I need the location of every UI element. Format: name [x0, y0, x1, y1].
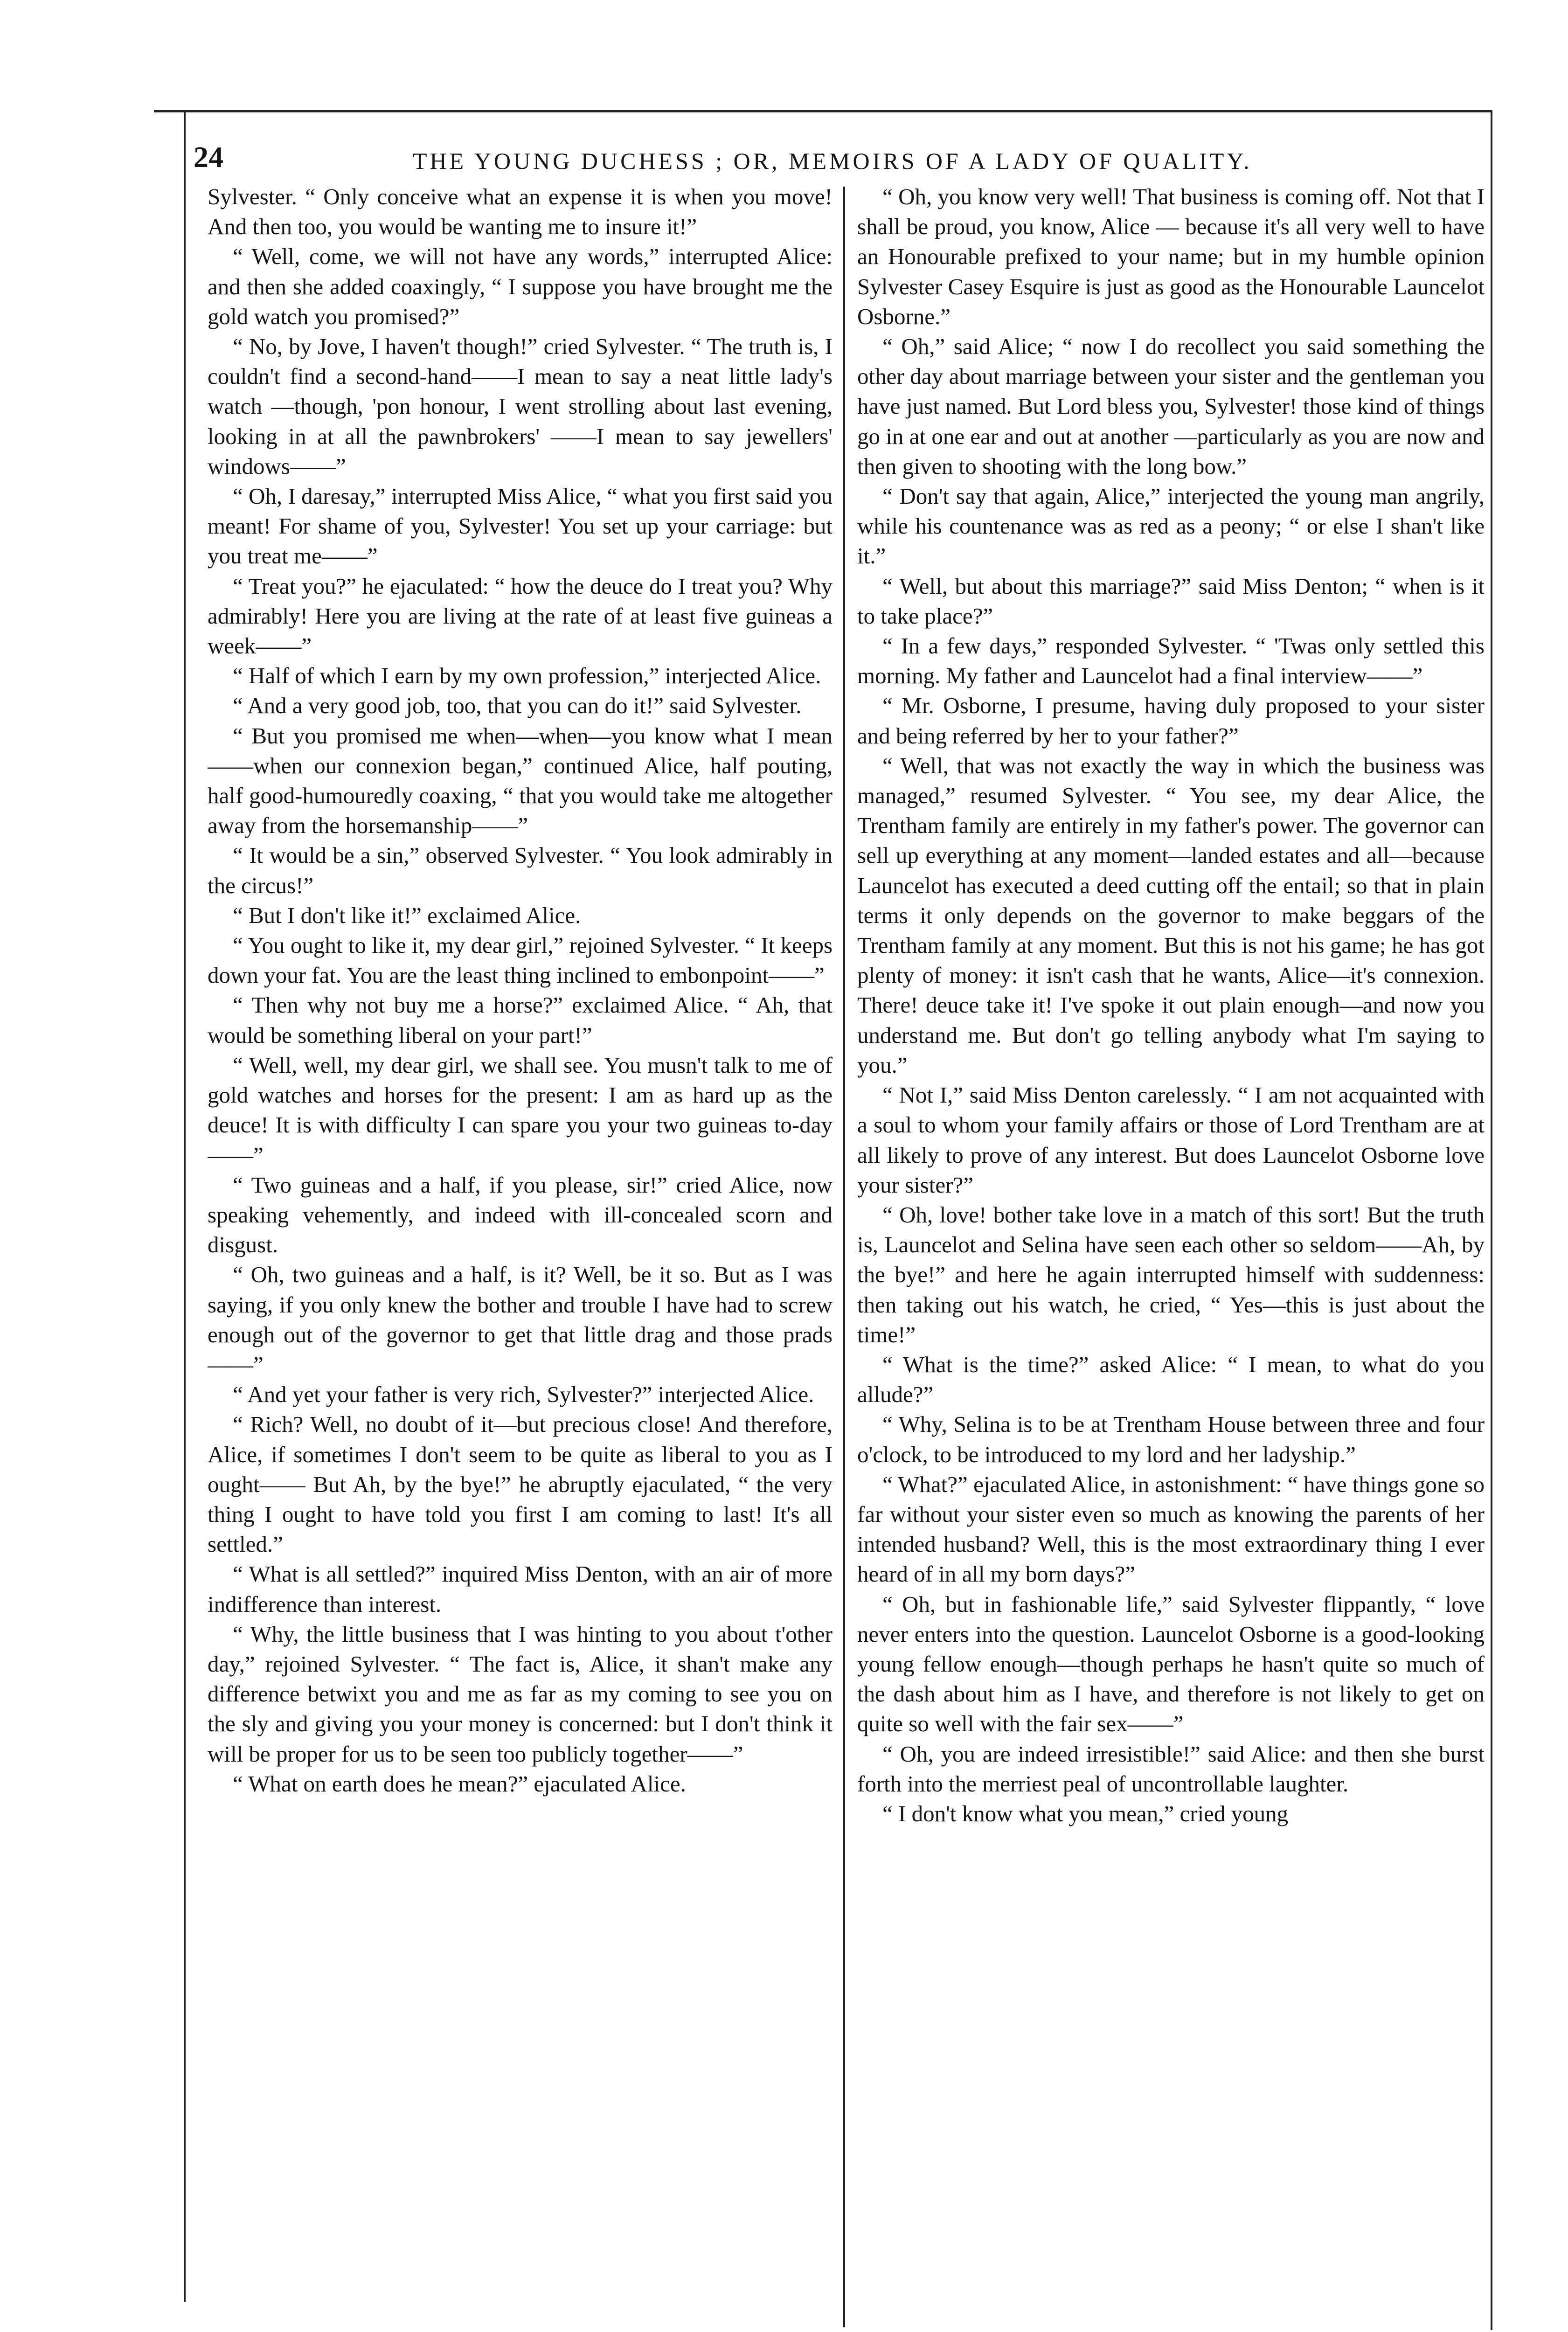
paragraph: “ Why, the little business that I was hinting to you about t'other day,” rejoined Sylvester. “ The fact is, Alice, it shan't make any difference betwixt you and me as far as my coming to see you on the sly and giving you your money is concerned: but I don't think it will be proper for us to be seen too publicly together——” [208, 1621, 833, 1767]
paragraph: “ You ought to like it, my dear girl,” rejoined Sylvester. “ It keeps down your fat. You are the least thing inclined to embonpoint——” [208, 932, 833, 988]
paragraph: “ I don't know what you mean,” cried young [882, 1800, 1289, 1826]
page-number: 24 [194, 140, 223, 174]
paragraph: “ What is all settled?” inquired Miss Denton, with an air of more indifference than interest. [208, 1561, 833, 1617]
paragraph: “ Oh, love! bother take love in a match of this sort! But the truth is, Launcelot and Selina have seen each other so seldom——Ah, by the bye!” and here he again interrupted himself with suddenness: then taking out his watch, he cried, “ Yes—this is just about the time!” [857, 1201, 1485, 1347]
running-title: THE YOUNG DUCHESS ; OR, MEMOIRS OF A LADY OF QUALITY. [413, 148, 1252, 174]
paragraph: “ And yet your father is very rich, Sylvester?” interjected Alice. [233, 1381, 814, 1408]
paragraph: “ In a few days,” responded Sylvester. “ 'Twas only settled this morning. My father and Launcelot had a final interview——” [857, 633, 1485, 689]
paragraph: “ Well, come, we will not have any words,” interrupted Alice: and then she added coaxingly, “ I suppose you have brought me the gold watch you promised?” [208, 243, 833, 329]
column-divider [843, 187, 845, 2327]
paragraph: “ Why, Selina is to be at Trentham House between three and four o'clock, to be introduced to my lord and her ladyship.” [857, 1411, 1485, 1467]
paragraph: “ Oh, you know very well! That business is coming off. Not that I shall be proud, you know, Alice — because it's all very well to have an Honourable prefixed to your name; but in my humble opinion Sylvester Casey Esquire is just as good as the Honourable Launcelot Osborne.” [857, 184, 1485, 329]
paragraph: “ It would be a sin,” observed Sylvester. “ You look admirably in the circus!” [208, 842, 833, 898]
paragraph: “ Well, well, my dear girl, we shall see. You musn't talk to me of gold watches and horses for the present: I am as hard up as the deuce! It is with difficulty I can spare you your two guineas to-day——” [208, 1052, 833, 1168]
paragraph: “ Then why not buy me a horse?” exclaimed Alice. “ Ah, that would be something liberal on your part!” [208, 992, 833, 1048]
paragraph: “ But I don't like it!” exclaimed Alice. [233, 902, 581, 928]
paragraph: “ And a very good job, too, that you can do it!” said Sylvester. [233, 693, 802, 719]
paragraph: “ Well, but about this marriage?” said Miss Denton; “ when is it to take place?” [857, 573, 1485, 629]
paragraph: “ No, by Jove, I haven't though!” cried Sylvester. “ The truth is, I couldn't find a second-hand——I mean to say a neat little lady's watch —though, 'pon honour, I went strolling about last evening, looking in at all the pawnbrokers' ——I mean to say jewellers' windows——” [208, 333, 833, 479]
right-column-rule [1491, 110, 1492, 2330]
right-column [857, 182, 1485, 2309]
paragraph: “ Oh,” said Alice; “ now I do recollect you said something the other day about marriage between your sister and the gentleman you have just named. But Lord bless you, Sylvester! those kind of things go in at one ear and out at another —particularly as you are now and then given to shooting with the long bow.” [857, 333, 1485, 479]
paragraph: “ But you promised me when—when—you know what I mean——when our connexion began,” continued Alice, half pouting, half good-humouredly coaxing, “ that you would take me altogether away from the horsemanship——” [208, 722, 833, 839]
paragraph: “ Not I,” said Miss Denton carelessly. “ I am not acquainted with a soul to whom your family affairs or those of Lord Trentham are at all likely to prove of any interest. But does Launcelot Osborne love your sister?” [857, 1082, 1485, 1198]
paragraph: “ Oh, I daresay,” interrupted Miss Alice, “ what you first said you meant! For shame of you, Sylvester! You set up your carriage: but you treat me——” [208, 483, 833, 569]
paragraph: “ Half of which I earn by my own profession,” interjected Alice. [233, 663, 821, 689]
paragraph: “ Oh, two guineas and a half, is it? Well, be it so. But as I was saying, if you only knew the bother and trouble I have had to screw enough out of the governor to get that little drag and those prads——” [208, 1262, 833, 1377]
paragraph: “ What is the time?” asked Alice: “ I mean, to what do you allude?” [857, 1351, 1485, 1408]
paragraph: Sylvester. “ Only conceive what an expense it is when you move! And then too, you would be wanting me to insure it!” [208, 184, 833, 240]
paragraph: “ Oh, you are indeed irresistible!” said Alice: and then she burst forth into the merriest peal of uncontrollable laughter. [857, 1741, 1485, 1797]
left-column [208, 182, 833, 2309]
paragraph: “ What on earth does he mean?” ejaculated Alice. [233, 1770, 686, 1797]
paragraph: “ Rich? Well, no doubt of it—but precious close! And therefore, Alice, if sometimes I don't seem to be quite as liberal to you as I ought—— But Ah, by the bye!” he abruptly ejaculated, “ the very thing I ought to have told you first I am coming to last! It's all settled.” [208, 1411, 833, 1557]
paragraph: “ Oh, but in fashionable life,” said Sylvester flippantly, “ love never enters into the question. Launcelot Osborne is a good-looking young fellow enough—though perhaps he hasn't quite so much of the dash about him as I have, and therefore is not likely to get on quite so well with the fair sex——” [857, 1591, 1485, 1737]
left-column-rule [184, 110, 186, 2302]
paragraph: “ Two guineas and a half, if you please, sir!” cried Alice, now speaking vehemently, and indeed with ill-concealed scorn and disgust. [208, 1172, 833, 1258]
paragraph: “ Mr. Osborne, I presume, having duly proposed to your sister and being referred by her to your father?” [857, 693, 1485, 749]
paragraph: “ Well, that was not exactly the way in which the business was managed,” resumed Sylvester. “ You see, my dear Alice, the Trentham family are entirely in my father's power. The governor can sell up everything at any moment—landed estates and all—because Launcelot has executed a deed cutting off the entail; so that in plain terms it only depends on the governor to make beggars of the Trentham family at any moment. But this is not his game; he has got plenty of money: it isn't cash that he wants, Alice—it's connexion. There! deuce take it! I've spoke it out plain enough—and now you understand me. But don't go telling anybody what I'm saying to you.” [857, 752, 1485, 1078]
paragraph: “ What?” ejaculated Alice, in astonishment: “ have things gone so far without your sister even so much as knowing the parents of her intended husband? Well, this is the most extraordinary thing I ever heard of in all my born days?” [857, 1471, 1485, 1587]
paragraph: “ Treat you?” he ejaculated: “ how the deuce do I treat you? Why admirably! Here you are living at the rate of at least five guineas a week——” [208, 573, 833, 659]
paragraph: “ Don't say that again, Alice,” interjected the young man angrily, while his countenance was as red as a peony; “ or else I shan't like it.” [857, 483, 1485, 569]
top-rule [154, 110, 1492, 112]
